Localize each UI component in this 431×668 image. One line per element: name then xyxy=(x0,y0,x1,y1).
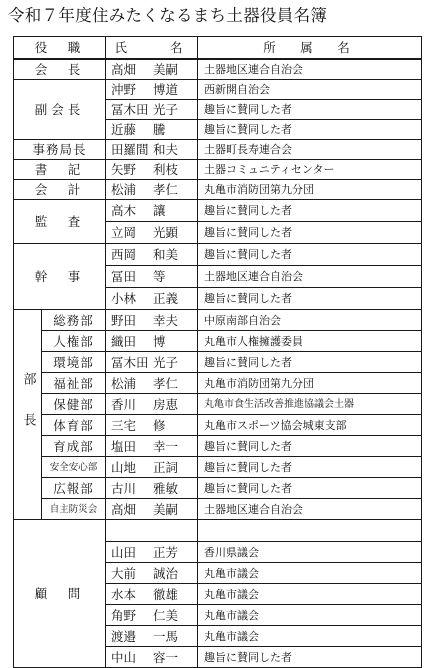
surname: 大前 xyxy=(111,565,137,581)
table-row xyxy=(14,59,422,80)
affiliation-cell: 趣旨に賛同した者 xyxy=(198,120,422,140)
table-row xyxy=(14,373,422,394)
given-name: 正芳 xyxy=(153,544,179,560)
table-header-row xyxy=(14,37,422,59)
name-cell xyxy=(106,331,198,352)
given-name: 光顕 xyxy=(153,225,179,240)
name-cell xyxy=(106,584,198,605)
given-name: 正詞 xyxy=(153,459,179,475)
surname: 高畑 xyxy=(111,61,137,77)
surname: 小林 xyxy=(111,291,137,306)
name-cell xyxy=(106,80,198,100)
affiliation-cell: 趣旨に賛同した者 xyxy=(198,457,422,478)
affiliation-cell: 趣旨に賛同した者 xyxy=(198,352,422,373)
given-name: 等 xyxy=(153,269,166,284)
given-name: 讓 xyxy=(153,203,166,218)
name-cell xyxy=(106,394,198,415)
table-row xyxy=(14,478,422,499)
table-row xyxy=(14,499,422,520)
surname: 渡邉 xyxy=(111,628,137,644)
surname: 松浦 xyxy=(111,182,137,197)
surname: 角野 xyxy=(111,607,137,623)
surname: 高木 xyxy=(111,203,137,218)
affiliation-cell: 香川県議会 xyxy=(198,542,422,563)
affiliation-cell: 趣旨に賛同した者 xyxy=(198,244,422,266)
surname: 織田 xyxy=(111,333,137,349)
table-row xyxy=(14,180,422,200)
dept-cell: 自主防災会 xyxy=(42,499,106,520)
header-affiliation: 所 属 名 xyxy=(198,37,422,59)
affiliation-cell: 趣旨に賛同した者 xyxy=(198,478,422,499)
dept-cell: 体育部 xyxy=(42,415,106,436)
surname: 三宅 xyxy=(111,417,137,433)
role-cell: 幹 事 xyxy=(14,244,106,310)
given-name: 房恵 xyxy=(153,396,179,412)
role-cell: 副会長 xyxy=(14,80,106,140)
affiliation-cell: 西新開自治会 xyxy=(198,80,422,100)
given-name: 利枝 xyxy=(153,162,179,177)
table-row xyxy=(14,310,422,331)
dept-cell: 福祉部 xyxy=(42,373,106,394)
given-name: 雅敏 xyxy=(153,480,179,496)
affiliation-cell: 趣旨に賛同した者 xyxy=(198,222,422,244)
role-cell: 顧 問 xyxy=(14,520,106,668)
dept-cell: 保健部 xyxy=(42,394,106,415)
given-name: 孝仁 xyxy=(153,375,179,391)
table-row xyxy=(14,80,422,100)
role-cell: 書 記 xyxy=(14,160,106,180)
dept-cell: 広報部 xyxy=(42,478,106,499)
name-cell xyxy=(106,120,198,140)
affiliation-cell: 趣旨に賛同した者 xyxy=(198,436,422,457)
surname: 冨木田 xyxy=(111,354,149,370)
surname: 山田 xyxy=(111,544,137,560)
given-name: 和夫 xyxy=(153,142,179,157)
name-cell xyxy=(106,200,198,222)
table-row xyxy=(14,331,422,352)
surname: 山地 xyxy=(111,459,137,475)
affiliation-cell: 丸亀市消防団第九分団 xyxy=(198,180,422,200)
name-cell xyxy=(106,310,198,331)
name-cell xyxy=(106,520,198,542)
affiliation-cell: 丸亀市議会 xyxy=(198,563,422,584)
affiliation-cell: 土器コミュニティセンター xyxy=(198,160,422,180)
given-name: 孝仁 xyxy=(153,182,179,197)
affiliation-cell: 趣旨に賛同した者 xyxy=(198,288,422,310)
surname: 古川 xyxy=(111,480,137,496)
table-row xyxy=(14,394,422,415)
given-name: 幸一 xyxy=(153,438,179,454)
table-row xyxy=(14,352,422,373)
affiliation-cell: 中原南部自治会 xyxy=(198,310,422,331)
given-name: 光子 xyxy=(153,354,179,370)
role-cell: 会 長 xyxy=(14,59,106,80)
given-name: 美嗣 xyxy=(153,61,179,77)
dept-cell: 総務部 xyxy=(42,310,106,331)
role-cell: 事務局長 xyxy=(14,140,106,160)
affiliation-cell: 丸亀市食生活改善推進協議会土器 xyxy=(198,394,422,415)
name-cell xyxy=(106,626,198,647)
affiliation-cell: 丸亀市議会 xyxy=(198,584,422,605)
name-cell xyxy=(106,160,198,180)
table-row xyxy=(14,457,422,478)
affiliation-cell: 趣旨に賛同した者 xyxy=(198,100,422,120)
given-name: 容一 xyxy=(153,649,179,665)
role-vertical-text: 部長 xyxy=(20,372,36,454)
surname: 塩田 xyxy=(111,438,137,454)
given-name: 博道 xyxy=(153,82,179,97)
name-cell xyxy=(106,352,198,373)
name-cell xyxy=(106,244,198,266)
given-name: 騰 xyxy=(153,122,166,137)
surname: 沖野 xyxy=(111,82,137,97)
given-name: 修 xyxy=(153,417,166,433)
table-row xyxy=(14,244,422,266)
given-name: 和美 xyxy=(153,247,179,262)
name-cell xyxy=(106,59,198,80)
given-name: 幸夫 xyxy=(153,312,179,328)
given-name: 博 xyxy=(153,333,166,349)
name-cell xyxy=(106,288,198,310)
affiliation-cell: 土器地区連合自治会 xyxy=(198,266,422,288)
affiliation-cell: 趣旨に賛同した者 xyxy=(198,647,422,668)
name-cell xyxy=(106,180,198,200)
affiliation-cell: 丸亀市スポーツ協会城東支部 xyxy=(198,415,422,436)
surname: 高畑 xyxy=(111,501,137,517)
given-name: 美嗣 xyxy=(153,501,179,517)
given-name: 光子 xyxy=(153,102,179,117)
surname: 野田 xyxy=(111,312,137,328)
surname: 西岡 xyxy=(111,247,137,262)
dept-cell: 育成部 xyxy=(42,436,106,457)
name-cell xyxy=(106,478,198,499)
surname: 水本 xyxy=(111,586,137,602)
header-role: 役 職 xyxy=(14,37,106,59)
given-name: 正義 xyxy=(153,291,179,306)
name-cell xyxy=(106,436,198,457)
name-cell xyxy=(106,605,198,626)
table-row xyxy=(14,140,422,160)
surname: 中山 xyxy=(111,649,137,665)
name-cell xyxy=(106,140,198,160)
name-cell xyxy=(106,100,198,120)
surname: 冨木田 xyxy=(111,102,149,117)
name-cell xyxy=(106,266,198,288)
name-cell xyxy=(106,563,198,584)
given-name: 誠治 xyxy=(153,565,179,581)
table-row xyxy=(14,436,422,457)
surname: 田羅間 xyxy=(111,142,149,157)
dept-cell: 環境部 xyxy=(42,352,106,373)
name-cell xyxy=(106,457,198,478)
name-cell xyxy=(106,499,198,520)
affiliation-cell: 土器地区連合自治会 xyxy=(198,499,422,520)
name-cell xyxy=(106,542,198,563)
table-row xyxy=(14,200,422,222)
affiliation-cell: 丸亀市消防団第九分団 xyxy=(198,373,422,394)
role-cell: 会 計 xyxy=(14,180,106,200)
given-name: 徹雄 xyxy=(153,586,179,602)
given-name: 仁美 xyxy=(153,607,179,623)
surname: 立岡 xyxy=(111,225,137,240)
surname: 香川 xyxy=(111,396,137,412)
dept-cell: 安全安心部 xyxy=(42,457,106,478)
affiliation-cell: 丸亀市議会 xyxy=(198,605,422,626)
given-name: 一馬 xyxy=(153,628,179,644)
affiliation-cell: 土器地区連合自治会 xyxy=(198,59,422,80)
role-cell-vertical xyxy=(14,310,42,520)
role-cell: 監 査 xyxy=(14,200,106,244)
name-cell xyxy=(106,415,198,436)
surname: 近藤 xyxy=(111,122,137,137)
surname: 冨田 xyxy=(111,269,137,284)
affiliation-cell: 趣旨に賛同した者 xyxy=(198,200,422,222)
affiliation-cell: 丸亀市議会 xyxy=(198,626,422,647)
affiliation-cell: 丸亀市人権擁護委員 xyxy=(198,331,422,352)
table-row xyxy=(14,415,422,436)
surname: 松浦 xyxy=(111,375,137,391)
header-name: 氏 名 xyxy=(106,37,198,59)
affiliation-cell xyxy=(198,520,422,542)
document-title: 令和７年度住みたくなるまち土器役員名簿 xyxy=(8,6,328,25)
table-row xyxy=(14,520,422,542)
affiliation-cell: 土器町長寿連合会 xyxy=(198,140,422,160)
table-row xyxy=(14,160,422,180)
name-cell xyxy=(106,373,198,394)
surname: 矢野 xyxy=(111,162,137,177)
dept-cell: 人権部 xyxy=(42,331,106,352)
name-cell xyxy=(106,222,198,244)
officer-roster-table xyxy=(13,36,422,668)
name-cell xyxy=(106,647,198,668)
